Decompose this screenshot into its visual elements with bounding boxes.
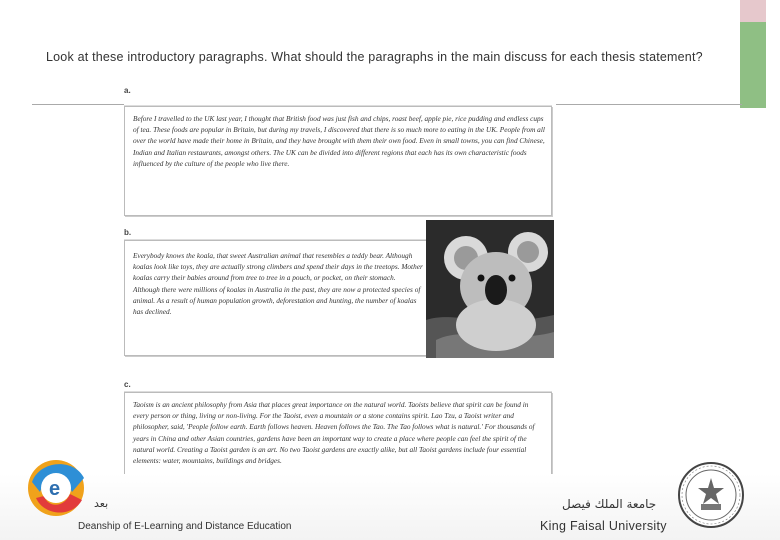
koala-photo [426, 220, 554, 358]
footer-arabic-left: بعد [94, 497, 109, 510]
elearning-logo-icon [22, 452, 94, 524]
excerpt-c-text: Taoism is an ancient philosophy from Asia that places great importance on the natural world. Taoists believe that spirit can be found in every person or thing, living or non-living. For the Taoist, even a mountain or a stone contains spirit. Lao Tzu, a Taoist writer and philosopher, said, 'People follow earth. Earth follows heaven. Heaven follows the Tao. The Tao follows what is natural.' For thousands of years in China and other Asian countries, gardens have been an important way to create a place where people can feel the spirit of the natural world. Creating a Taoist garden is an art. No two Taoist gardens are exactly alike, but all Taoist gardens include four essential elements: water, mountains, buildings and bridges. [133, 400, 535, 466]
excerpt-a-text: Before I travelled to the UK last year, I thought that British food was just fish and chips, roast beef, apple pie, rice pudding and endless cups of tea. These foods are popular in Britain, but during my travels, I discovered that there is so much more to eating in the UK. People from all over the world have made their home in Britain, and they have brought with them their own food. Even in small towns, you can find Chinese, Indian and Italian restaurants, amongst others. The UK can be divided into different regions that each has its own characteristic foods influenced by the culture of the people who live there. [133, 114, 545, 168]
kfu-seal [676, 460, 746, 530]
excerpt-b-text: Everybody knows the koala, that sweet Australian animal that resembles a teddy bear. Although koalas look like toys, they are actually strong climbers and spend their days in the treetops. Mother koalas carry their babies around from tree to tree in a pouch, or pocket, on their stomach. Although there were millions of koalas in Australia in the past, they are now a protected species of animal. As a result of human population growth, deforestation and hunting, the number of koalas has declined. [133, 251, 423, 317]
footer-deanship: Deanship of E-Learning and Distance Education [78, 521, 292, 532]
excerpt-letter-c: c. [124, 380, 131, 389]
accent-bar-top [740, 0, 766, 22]
excerpt-letter-b: b. [124, 228, 132, 237]
kfu-seal-icon [676, 460, 746, 530]
footer-arabic-university: جامعة الملك فيصل [562, 497, 657, 511]
divider-right [556, 104, 742, 105]
divider-left [32, 104, 124, 105]
svg-text:e: e [49, 478, 61, 500]
slide-prompt: Look at these introductory paragraphs. What should the paragraphs in the main discuss for each thesis statement? [46, 50, 703, 64]
koala-image-icon [426, 220, 554, 358]
excerpt-b [124, 240, 430, 356]
footer-university: King Faisal University [540, 519, 667, 533]
excerpt-letter-a: a. [124, 86, 131, 95]
excerpt-a [124, 106, 552, 216]
elearning-logo [22, 452, 94, 524]
